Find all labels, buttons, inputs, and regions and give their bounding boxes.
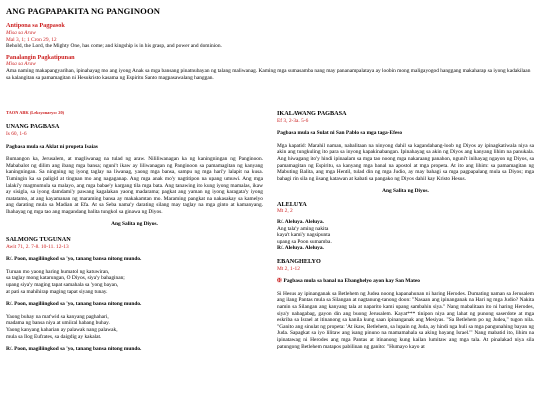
alleluia-verse [277,226,534,246]
psalm-response: R/. Poon, magiliingkod sa 'yo, tanang bansa nitong mundo. [6,346,142,353]
second-reading-intro: Pagbasa mula sa Sulat ni San Pablo sa mga taga-Efeso [277,130,403,137]
alleluia-line: upang sa Poon sumamba. [277,238,332,245]
entrance-antiphon [6,22,534,49]
alleluia-response: R/. Aleluya. Aleluya. [277,219,324,226]
collect-sub: Misa sa Araw [6,61,36,68]
antiphon-ref: Mal 3, 1; 1 Cron 29, 12 [6,36,57,43]
gospel-ref: Mt 2, 1-12 [277,265,300,272]
second-reading [277,110,534,195]
collect-heading: Panalangin Pagkatipunan [6,53,75,61]
psalm-response: R/. Poon, magiliingkod sa 'yo, tanang bansa nitong mundo. [6,301,142,308]
psalm-line: at pati sa mahihirap maging tapat siyang tunay. [6,288,108,295]
collect-text: Ama naming makapangyarihan, ipinahayag mo ang iyong Anak sa mga bansang pinatnubayan ng talang maliwanag. Kaming mga sumasamba nang may pananampalataya ay loobin mong maligayogod hanggang makaharap sa iyong kadakilaan sa kalangitan sa pamamagitan ni Hesukristo kasama ng Espiritu Santo magpasawalang hanggan. [6,67,531,81]
psalm-line: sa taglay mong katarungan, O Diyos, siya'y bahaginan; [6,275,125,282]
psalm-line: Yaong kanyang kaharian ay palawak nang palawak, [6,326,118,333]
psalm-stanza-2 [6,314,263,340]
alleluia [277,201,534,252]
year-label: TAON ABK (Leksyonaryo: 20) [6,110,65,115]
psalm-line: Turuan mo yaong haring humatol ng katuwiran, [6,268,110,275]
alleluia-ref: Mt 2, 2 [277,208,293,215]
psalm-line: mula sa Ilog Eufrates, sa daigdig ay kakalat. [6,333,102,340]
antiphon-sub: Misa sa Araw [6,30,36,37]
antiphon-text: Behold, the Lord, the Mighty One, has come; and kingship is in his grasp, and power and dominion. [6,43,222,50]
psalm-stanza-1 [6,269,263,295]
psalm-line: madama ng bansa niya at umiiral habang buhay. [6,320,110,327]
alleluia-line: Ang tala'y aming nakita [277,225,329,232]
alleluia-heading: ALELUYA [277,200,307,208]
gospel-heading: EBANGHELYO [277,258,321,266]
responsorial-psalm [6,236,263,353]
gospel-intro: Pagbasa mula sa banal na Ebanghelyo ayon kay San Mateo [283,278,420,285]
psalm-line: Yaong buhay na mat'wid sa kanyang paghahari, [6,313,109,320]
collect-prayer [6,54,534,81]
gospel [277,258,534,350]
psalm-ref: Awit 71, 2. 7-8. 10-11. 12-13 [6,243,69,250]
cross-icon: ✠ [277,278,282,285]
first-reading-ref: Is 60, 1-6 [6,130,27,137]
second-reading-heading: IKALAWANG PAGBASA [277,110,347,117]
first-reading-closing: Ang Salita ng Diyos. [111,221,158,228]
psalm-response: R/. Poon, magiliingkod sa 'yo, tanang bansa nitong mundo. [6,256,142,263]
antiphon-heading: Antipona sa Pagpasok [6,22,65,30]
alleluia-response: R/. Aleluya. Aleluya. [277,245,324,252]
first-reading-heading: UNANG PAGBASA [6,123,60,131]
second-reading-text: Mga kapatid: Marahil naman, nabalitaan na ninyong dahil sa kagandahang-loob ng Diyos ay ipinagkatiwala niya sa akin ang tungkuling ito para sa inyong kapakinabangan. Ipinahayag sa akin ng Diyos ang kanyang lihim na panukala. Ang hiwagang ito'y hindi ipinaalam sa mga tao noong mga nakaraang panahon, nguni't inihayag ngayon ng Diyos, sa pamamagitan ng Espiritu, sa kanyang mga banal na apostol at mga propeta. At ito ang lihim: sa pamamagitan ng Mabuting Balita, ang mga Hentil, tulad din ng mga Judio, ay may bahagi sa mga pagpapalang mula sa Diyos; mga bahagi rin sila ng iisang katawan at kabati sa pangako ng Diyos dahil kay Kristo Hesus. [277,142,534,182]
first-reading [6,123,263,228]
second-reading-closing: Ang Salita ng Diyos. [382,188,429,195]
right-column [277,110,534,353]
left-column [6,110,263,353]
page-title: ANG PAGPAPAKITA NG PANGINOON [6,6,161,16]
readings-columns [6,110,534,353]
gospel-text: Si Hesus ay ipinanganak sa Betlehem ng Judea noong kapanahunan ni haring Herodes. Dumating naman sa Jerusalem ang ilang Pantas mula sa Silangan at nagtanung-tanong doon: "Nasaan ang ipinanganak na Hari ng mga Judio? Nakita namin sa Silangan ang kanyang tala at naparito kami upang sambahin siya." Nang mabalitaan ito ni haring Herodes, siya'y nabagabag, gayon din ang buong Jerusalem. Kayat*** tinipon niya ang lahat ng punong saserdote at mga eskriba sa Israel at itinanong sa kanila kung saan ipinanganak ang Mesiyas. "Sa Betlehem po ng Judea," tugon nila. "Ganito ang sinulat ng propeta: 'At ikaw, Betlehem, sa lupain ng Juda, ay hindi nga huli sa mga pangunahing bayan ng Juda. Sapagkat sa iyo lilitaw ang isang pinuno na mamamahala sa aking bayang Israel.'" Nang mabatid ito, lihim na ipinatawag ni Herodes ang mga Pantas at itinanong kung kailan lumitaw ang mga tala. At pinalakad niya sila patungong Betlehem matapos pabilinan ng ganito: "Humayo kayo at [277,290,534,350]
first-reading-intro: Pagbasa mula sa Aklat ni propeta Isaias [6,143,98,150]
gospel-intro-line [277,278,534,285]
psalm-line: upang siya'y maging tapat samahala sa 'yong bayan, [6,282,119,288]
psalm-heading: SALMONG TUGUNAN [6,236,71,244]
first-reading-text: Bumangon ka, Jerusalem, at magliwanag na tulad ng araw. Nililiwanagan ka ng kaningningan ng Panginoon. Mababalot ng dilim ang ibang mga bansa; nguni't ikaw ay liliwanagan ng Panginoon sa pamamagitan ng kanyang kaningningan. Sa ningning ng iyong taglay na liwanag, yaong mga bansa, sampu ng mga hari'y lalapit na kusa. Tumingin ka sa paligid at tingnan mo ang nagaganap. Ang mga anak mo'y nagtitipon na upang umuwi. Ang mga lalaki'y magmumula sa malayo, ang mga babae'y kargang tila mga bata. Ang tanawing ito kung iyong mamalas, ikaw ay sisigla, sa iyong damdami'y pawang kagalakan yaong madarama; pagkat ang yaman ng iyong karagata'y iyong matatamo, at ang kayamanan ng maraming bansa ay makakamtan mo. Maraming pangkat na nakasakay sa kamelyo ang darating mula sa Madian at Efa. At sa Seba nama'y darating silang may taglay na mga ginto at kamanyang. Ihahayag ng mga tao ang magandang balita tungkol sa ginawa ng Diyos. [6,156,263,215]
alleluia-line: kaya't kami'y nagsipunta [277,232,331,239]
second-reading-ref: Ef 3, 2-3a. 5-6 [277,117,309,124]
